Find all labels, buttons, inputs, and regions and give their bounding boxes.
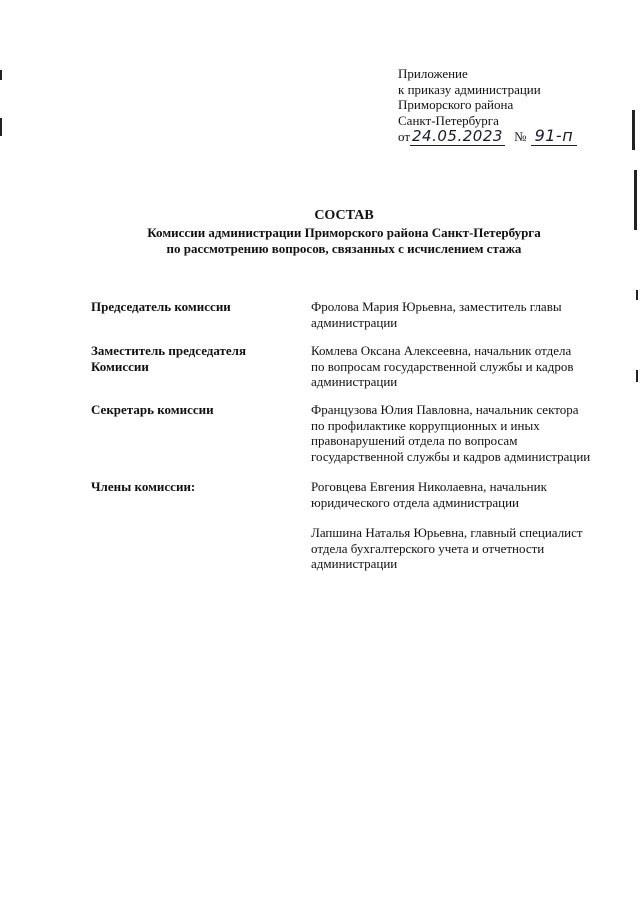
person-line: правонарушений отдела по вопросам [311,433,518,448]
person-line: Фролова Мария Юрьевна, заместитель главы [311,299,562,314]
person-line: Роговцева Евгения Николаевна, начальник [311,479,547,494]
role-line: Председатель комиссии [91,299,231,314]
member-person [311,299,601,330]
person-line: администрации [311,374,398,389]
scan-edge-mark [636,370,638,382]
appendix-line: Приморского района [398,97,514,112]
member-role [91,343,301,374]
member-person [311,343,601,390]
role-line: Секретарь комиссии [91,402,214,417]
member-person [311,402,601,464]
document-title [0,208,640,257]
person-line: Французова Юлия Павловна, начальник сектора [311,402,579,417]
member-role [91,402,301,418]
person-line: администрации [311,314,398,330]
appendix-block [398,66,577,145]
appendix-line: к приказу администрации [398,81,541,97]
scan-edge-mark [632,110,635,150]
scan-edge-mark [0,118,2,136]
person-line: по профилактике коррупционных и иных [311,417,540,433]
member-person [311,525,601,572]
title-subtitle: по рассмотрению вопросов, связанных с исчислением стажа [166,241,522,256]
scan-edge-mark [0,70,2,80]
member-person [311,479,601,510]
role-line: Заместитель председателя [91,343,247,358]
appendix-line: Приложение [398,66,468,81]
role-line: Члены комиссии: [91,479,196,494]
scan-edge-mark [636,290,638,300]
role-line: Комиссии [91,358,149,374]
member-role [91,299,301,315]
person-line: юридического отдела администрации [311,494,520,510]
number-sign: № [514,129,527,144]
title-subtitle: Комиссии администрации Приморского района Санкт-Петербурга [147,225,541,240]
member-role [91,479,301,495]
person-line: администрации [311,556,398,571]
order-date-number-line [398,128,577,145]
person-line: государственной службы и кадров администрации [311,448,591,464]
date-prefix: от [398,129,411,144]
order-number: 91-п [531,126,578,146]
appendix-line: Санкт-Петербурга [398,112,499,128]
title-main: СОСТАВ [314,208,374,223]
person-line: по вопросам государственной службы и кадров [311,358,574,374]
person-line: Лапшина Наталья Юрьевна, главный специалист [311,525,583,540]
person-line: Комлева Оксана Алексеевна, начальник отдела [311,343,572,358]
person-line: отдела бухгалтерского учета и отчетности [311,540,545,556]
order-date: 24.05.2023 [412,127,503,145]
